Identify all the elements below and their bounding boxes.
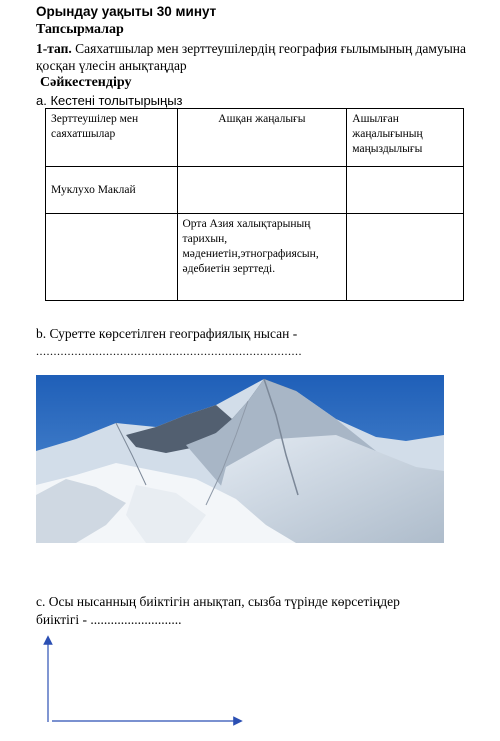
task1-description: Саяхатшылар мен зерттеушілердің география ғылымының дамуына қосқан үлесін анықтаңдар — [36, 41, 466, 73]
tasks-heading: Тапсырмалар — [36, 22, 124, 37]
time-limit: Орындау уақыты 30 минут — [36, 4, 217, 19]
table-instruction: a. Кестені толытырыңыз — [36, 93, 183, 108]
question-c-line1: c. Осы нысанның биіктігін анықтап, сызба түрінде көрсетіңдер — [36, 594, 400, 609]
mountain-photo — [36, 375, 444, 543]
header-cell-discovery: Ашқан жаңалығы — [177, 109, 347, 167]
table-cell-empty[interactable] — [46, 214, 178, 301]
axes-sketch — [38, 632, 248, 732]
table-cell: Муклухо Маклай — [46, 167, 178, 214]
researchers-table — [45, 108, 464, 301]
question-c-line2[interactable]: биіктігі - ........................... — [36, 612, 182, 627]
table-cell-empty[interactable] — [347, 214, 464, 301]
task1-label: 1-тап. — [36, 41, 72, 56]
header-cell-importance: Ашылған жаңалығының маңыздылығы — [347, 109, 464, 167]
question-b: b. Суретте көрсетілген географиялық нысан - — [36, 326, 298, 341]
table-row — [46, 167, 464, 214]
match-heading: Сәйкестендіру — [40, 75, 132, 90]
question-c — [36, 593, 476, 629]
table-cell-empty[interactable] — [347, 167, 464, 214]
task1-text — [36, 40, 476, 74]
table-header-row — [46, 109, 464, 167]
table-row — [46, 214, 464, 301]
table-cell: Орта Азия халықтарының тарихын, мәдениетін,этнографиясын, әдебиетін зерттеді. — [177, 214, 347, 301]
table-cell-empty[interactable] — [177, 167, 347, 214]
header-cell-researchers: Зерттеушілер мен саяхатшылар — [46, 109, 178, 167]
answer-line-b[interactable]: ............................................................................ — [36, 344, 302, 358]
